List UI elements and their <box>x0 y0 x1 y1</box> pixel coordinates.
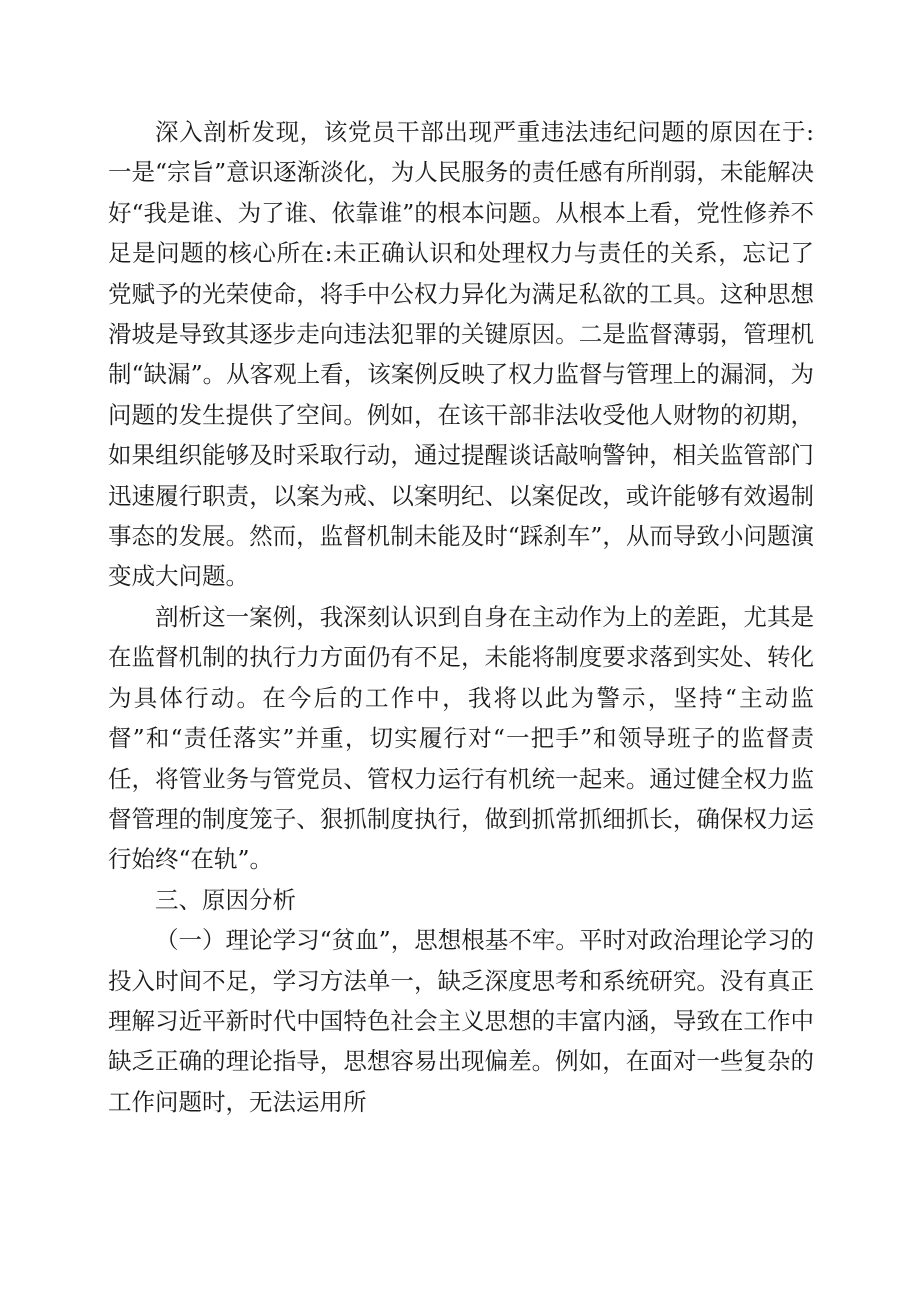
section-paragraph-1: （一）理论学习“贫血”，思想根基不牢。平时对政治理论学习的投入时间不足，学习方法单一，缺乏深度思考和系统研究。没有真正理解习近平新时代中国特色社会主义思想的丰富内涵，导致在工作中缺乏正确的理论指导，思想容易出现偏差。例如，在面对一些复杂的工作问题时，无法运用所 <box>108 926 814 1116</box>
document-body <box>108 112 814 1122</box>
paragraph-1: 深入剖析发现，该党员干部出现严重违法违纪问题的原因在于:一是“宗旨”意识逐渐淡化，为人民服务的责任感有所削弱，未能解决好“我是谁、为了谁、依靠谁”的根本问题。从根本上看，党性修养不足是问题的核心所在:未正确认识和处理权力与责任的关系，忘记了党赋予的光荣使命，将手中公权力异化为满足私欲的工具。这种思想滑坡是导致其逐步走向违法犯罪的关键原因。二是监督薄弱，管理机制“缺漏”。从客观上看，该案例反映了权力监督与管理上的漏洞，为问题的发生提供了空间。例如，在该干部非法收受他人财物的初期，如果组织能够及时采取行动，通过提醒谈话敲响警钟，相关监管部门迅速履行职责，以案为戒、以案明纪、以案促改，或许能够有效遏制事态的发展。然而，监督机制未能及时“踩刹车”，从而导致小问题演变成大问题。 <box>108 118 814 591</box>
section-heading: 三、原因分析 <box>155 885 296 914</box>
paragraph-2: 剖析这一案例，我深刻认识到自身在主动作为上的差距，尤其是在监督机制的执行力方面仍有不足，未能将制度要求落到实处、转化为具体行动。在今后的工作中，我将以此为警示，坚持“主动监督”和“责任落实”并重，切实履行对“一把手”和领导班子的监督责任，将管业务与管党员、管权力运行有机统一起来。通过健全权力监督管理的制度笼子、狠抓制度执行，做到抓常抓细抓长，确保权力运行始终“在轨”。 <box>108 602 814 874</box>
